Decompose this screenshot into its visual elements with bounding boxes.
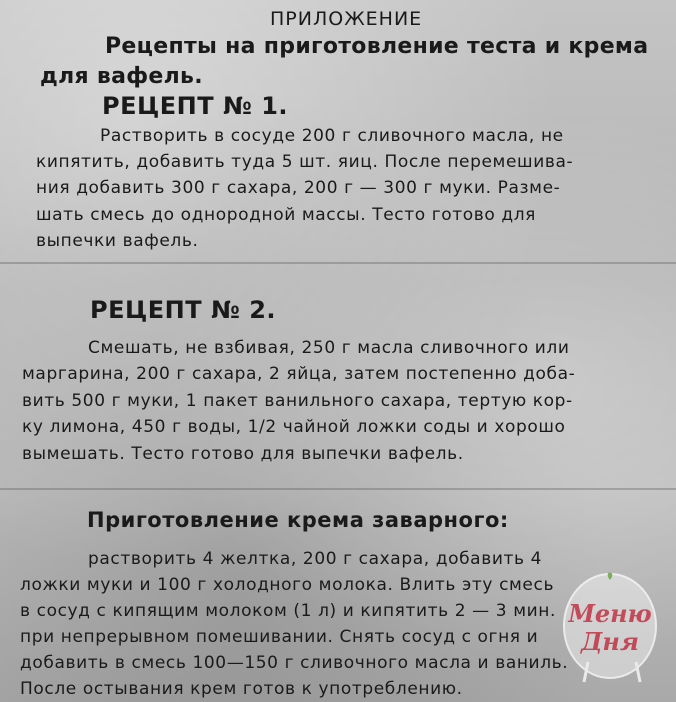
cream-line: После остывания крем готов к употреблению. [20, 679, 463, 699]
recipe-1-heading: РЕЦЕПТ № 1. [102, 92, 289, 120]
title-line-1: Рецепты на приготовление теста и крема [105, 34, 649, 59]
recipe-2-line: вымешать. Тесто готово для выпечки вафель. [22, 444, 464, 464]
cream-line: ложки муки и 100 г холодного молока. Влить эту смесь [20, 575, 555, 595]
appendix-header: ПРИЛОЖЕНИЕ [270, 8, 423, 30]
recipe-1-line: выпечки вафель. [36, 231, 199, 251]
recipe-2-heading: РЕЦЕПТ № 2. [90, 296, 277, 324]
recipe-2-line: Смешать, не взбивая, 250 г масла сливочного или [88, 338, 570, 358]
cream-line: при непрерывном помешивании. Снять сосуд с огня и [20, 627, 539, 647]
recipe-2-line: вить 500 г муки, 1 пакет ванильного сахара, тертую кор- [22, 391, 573, 411]
recipe-1-line: кипятить, добавить туда 5 шт. яиц. После перемешива- [36, 152, 574, 172]
recipe-2-line: ку лимона, 450 г воды, 1/2 чайной ложки соды и хорошо [22, 417, 566, 437]
menu-dnya-watermark-logo [558, 566, 662, 686]
paper-crease [0, 488, 676, 490]
watermark-word-1: Меню [568, 599, 652, 628]
recipe-1-line: ния добавить 300 г сахара, 200 г — 300 г муки. Разме- [36, 178, 561, 198]
title-line-2: для вафель. [40, 64, 203, 89]
cream-heading: Приготовление крема заварного: [87, 508, 509, 532]
cream-line: в сосуд с кипящим молоком (1 л) и кипятить 2 — 3 мин. [20, 601, 556, 621]
cream-line: добавить в смесь 100—150 г сливочного масла и ваниль. [20, 653, 569, 673]
watermark-word-2: Дня [581, 627, 639, 656]
recipe-1-line: Растворить в сосуде 200 г сливочного масла, не [100, 126, 564, 146]
recipe-2-line: маргарина, 200 г сахара, 2 яйца, затем постепенно доба- [22, 364, 576, 384]
recipe-1-line: шать смесь до однородной массы. Тесто готово для [36, 205, 537, 225]
cream-line: растворить 4 желтка, 200 г сахара, добавить 4 [88, 549, 543, 569]
paper-crease [0, 262, 676, 264]
